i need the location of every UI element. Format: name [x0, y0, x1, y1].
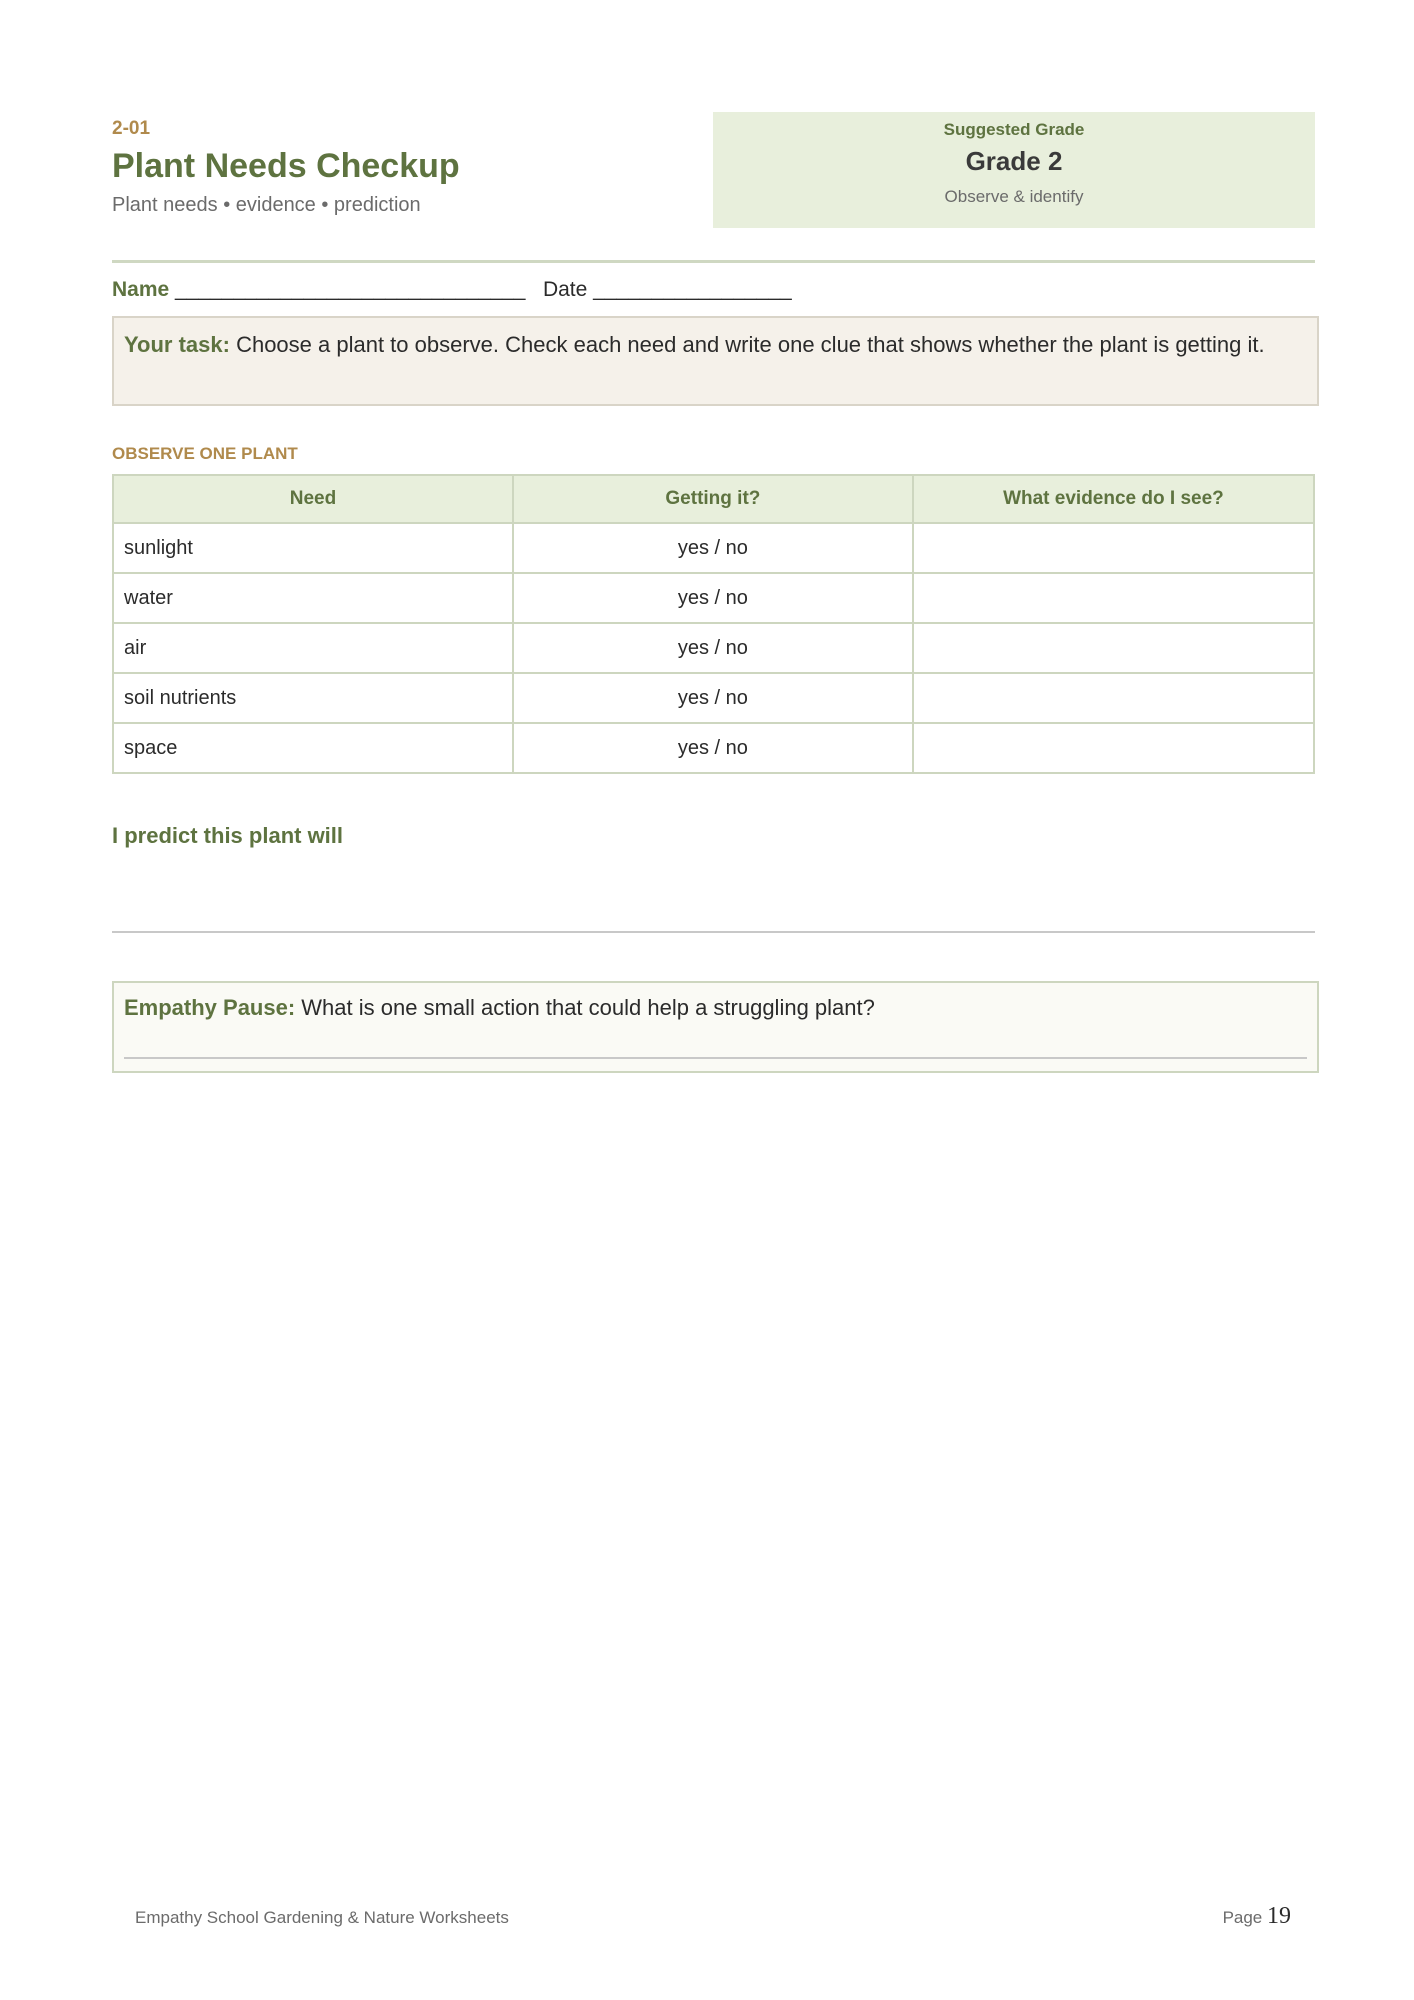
- column-header-getting-it: Getting it?: [513, 475, 913, 523]
- evidence-cell[interactable]: [913, 673, 1314, 723]
- task-lead: Your task:: [124, 332, 230, 357]
- grade-note: Observe & identify: [944, 187, 1084, 206]
- need-cell: water: [113, 573, 513, 623]
- evidence-cell[interactable]: [913, 723, 1314, 773]
- getting-it-cell[interactable]: yes / no: [513, 623, 913, 673]
- getting-it-cell[interactable]: yes / no: [513, 523, 913, 573]
- empathy-answer-line[interactable]: [124, 1057, 1307, 1059]
- need-cell: space: [113, 723, 513, 773]
- table-header-row: [113, 475, 1314, 523]
- getting-it-cell[interactable]: yes / no: [513, 723, 913, 773]
- page-subtitle: Plant needs • evidence • prediction: [112, 194, 421, 216]
- suggested-grade-box: [713, 112, 1315, 228]
- task-box: [112, 316, 1319, 406]
- name-date-row: [112, 278, 792, 302]
- header: [112, 118, 672, 217]
- worksheet-page: [112, 0, 1315, 2000]
- need-cell: sunlight: [113, 523, 513, 573]
- empathy-lead: Empathy Pause:: [124, 995, 296, 1020]
- evidence-cell[interactable]: [913, 573, 1314, 623]
- grade-label: Suggested Grade: [943, 120, 1085, 139]
- grade-value: Grade 2: [965, 146, 1063, 176]
- worksheet-code: 2-01: [112, 118, 151, 139]
- column-header-need: Need: [113, 475, 513, 523]
- date-field[interactable]: _________________: [593, 278, 792, 301]
- page-label: Page: [1222, 1908, 1263, 1927]
- page-number-value: 19: [1267, 1903, 1291, 1929]
- table-row: [113, 673, 1314, 723]
- need-cell: soil nutrients: [113, 673, 513, 723]
- table-row: [113, 573, 1314, 623]
- empathy-pause-box: [112, 981, 1319, 1073]
- need-cell: air: [113, 623, 513, 673]
- task-text: Choose a plant to observe. Check each need and write one clue that shows whether the plant is getting it.: [236, 332, 1265, 357]
- observation-table: [112, 474, 1315, 774]
- footer-series-title: Empathy School Gardening & Nature Worksheets: [135, 1908, 509, 1927]
- getting-it-cell[interactable]: yes / no: [513, 573, 913, 623]
- prediction-prompt: I predict this plant will: [112, 823, 344, 848]
- observe-heading: OBSERVE ONE PLANT: [112, 444, 298, 463]
- header-divider: [112, 260, 1315, 263]
- evidence-cell[interactable]: [913, 623, 1314, 673]
- getting-it-cell[interactable]: yes / no: [513, 673, 913, 723]
- table-row: [113, 723, 1314, 773]
- evidence-cell[interactable]: [913, 523, 1314, 573]
- page-number: [1223, 1903, 1291, 1930]
- name-label: Name: [112, 278, 170, 301]
- empathy-text: What is one small action that could help a struggling plant?: [301, 995, 875, 1020]
- name-field[interactable]: ______________________________: [175, 278, 526, 301]
- prediction-answer-line[interactable]: [112, 931, 1315, 933]
- table-row: [113, 523, 1314, 573]
- page-title: Plant Needs Checkup: [112, 147, 460, 185]
- date-label: Date: [542, 278, 588, 301]
- column-header-evidence: What evidence do I see?: [913, 475, 1314, 523]
- table-row: [113, 623, 1314, 673]
